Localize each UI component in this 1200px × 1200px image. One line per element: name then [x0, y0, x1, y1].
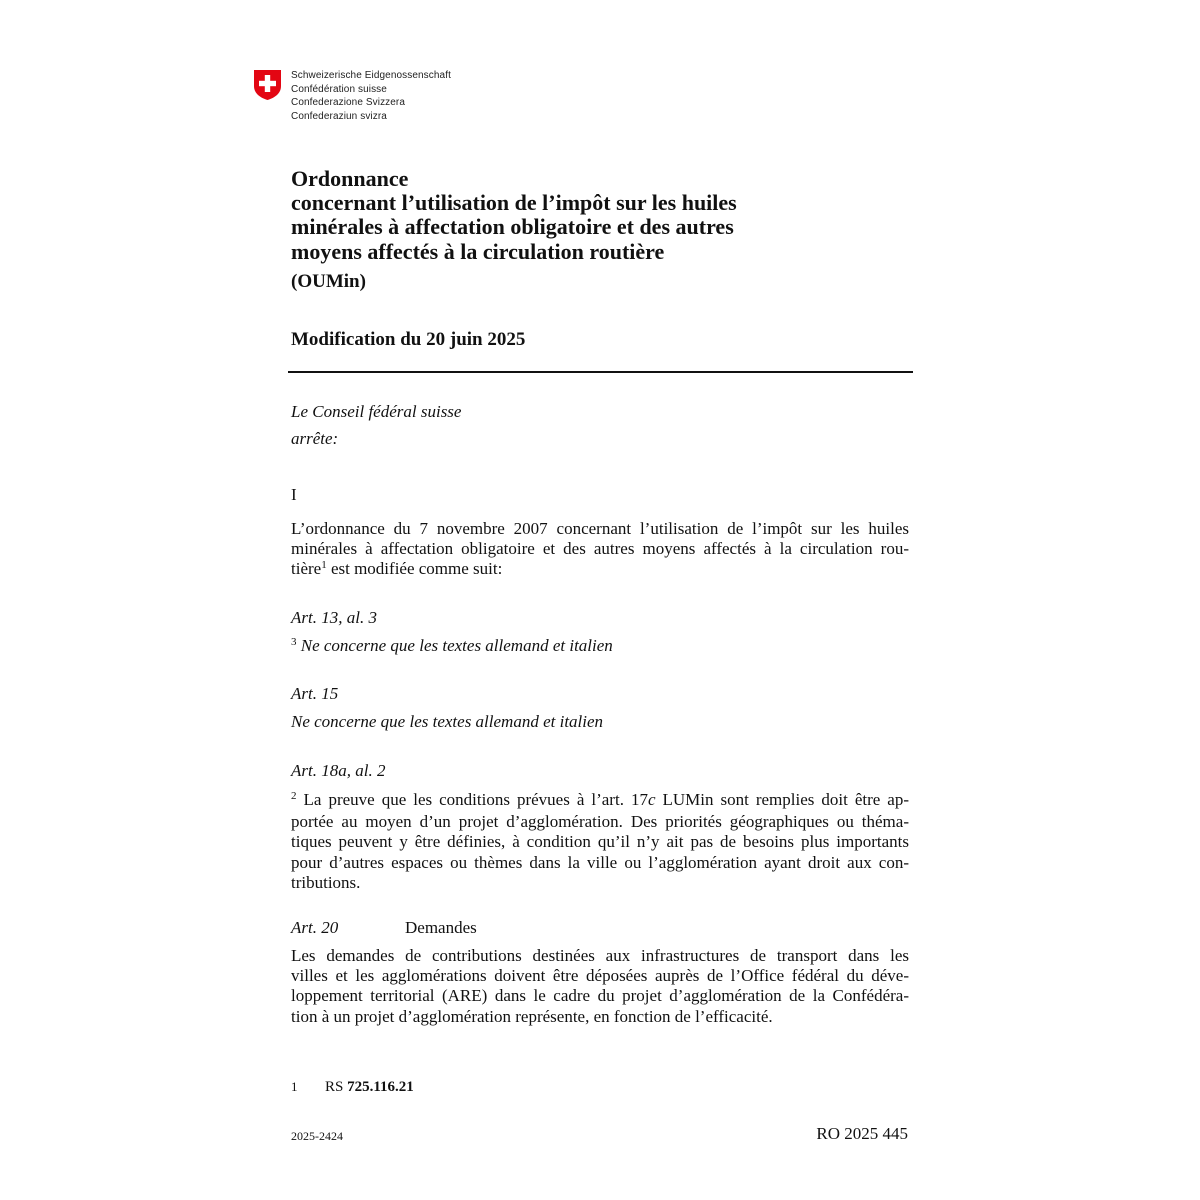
article-text: Ne concerne que les textes allemand et italien	[291, 712, 604, 731]
article-number: Art. 20	[291, 918, 339, 937]
title-abbreviation: (OUMin)	[291, 271, 366, 292]
section-number: I	[291, 485, 297, 504]
confed-name-rm: Confederaziun svizra	[291, 110, 387, 122]
paragraph-number: 2	[291, 790, 297, 802]
article-paragraph	[291, 790, 909, 893]
title-line: moyens affectés à la circulation routière	[291, 238, 665, 264]
article-line: pour d’autres espaces ou thèmes dans la ville ou l’agglomération ayant droit aux con-	[291, 852, 909, 872]
article-paragraph	[291, 636, 613, 656]
document-id: 2025-2424	[291, 1129, 343, 1143]
article-paragraph	[291, 946, 909, 1027]
intro-text: est modifiée comme suit:	[326, 559, 503, 579]
footnote	[291, 1079, 414, 1096]
paragraph-number: 3	[291, 636, 297, 648]
document-title	[291, 167, 911, 264]
article-line: tion à un projet d’agglomération représente, en fonction de l’efficacité.	[291, 1006, 773, 1026]
confed-name-fr: Confédération suisse	[291, 83, 387, 95]
confed-name-it: Confederazione Svizzera	[291, 97, 406, 109]
article-line: villes et les agglomérations doivent être déposées auprès de l’Office fédéral du déve-	[291, 966, 909, 986]
preamble-decrees: arrête:	[291, 429, 339, 448]
article-line: tiques peuvent y être définies, à condition qu’il n’y ait pas de besoins plus importants	[291, 832, 909, 852]
intro-line: minérales à affectation obligatoire et des autres moyens affectés à la circulation rou-	[291, 539, 909, 559]
footnote-reference: 725.116.21	[347, 1079, 414, 1095]
article-heading: Art. 15	[291, 684, 339, 703]
article-heading: Art. 18a, al. 2	[291, 761, 386, 780]
title-line: minérales à affectation obligatoire et des autres	[291, 214, 734, 240]
article-text: LUMin sont remplies doit être ap-	[655, 790, 910, 809]
article-line	[291, 790, 909, 812]
article-line: Les demandes de contributions destinées aux infrastructures de transport dans les	[291, 946, 909, 965]
title-line: concernant l’utilisation de l’impôt sur les huiles	[291, 190, 737, 216]
article-line: portée au moyen d’un projet d’agglomération. Des priorités géographiques ou théma-	[291, 812, 909, 832]
header-divider	[288, 371, 913, 373]
footnote-prefix: RS	[325, 1079, 348, 1095]
intro-paragraph	[291, 519, 909, 582]
article-text: Ne concerne que les textes allemand et italien	[300, 636, 613, 655]
official-compilation-ref: RO 2025 445	[816, 1124, 908, 1143]
article-line: tributions.	[291, 872, 361, 892]
intro-text: tière	[291, 559, 322, 579]
footnote-ref[interactable]: 1	[321, 559, 327, 572]
preamble-council: Le Conseil fédéral suisse	[291, 402, 462, 421]
article-title: Demandes	[405, 918, 477, 937]
article-heading: Art. 13, al. 3	[291, 608, 377, 627]
article-heading	[291, 918, 477, 938]
confederation-names	[291, 69, 451, 123]
title-line: Ordonnance	[291, 166, 409, 191]
article-text: La preuve que les conditions prévues à l’art. 17	[303, 790, 648, 809]
article-text: c	[647, 790, 656, 809]
swiss-cross-shield-icon	[253, 69, 282, 101]
intro-line: L’ordonnance du 7 novembre 2007 concernant l’utilisation de l’impôt sur les huiles	[291, 519, 909, 538]
footnote-number: 1	[291, 1079, 298, 1094]
intro-line	[291, 559, 909, 581]
article-line: loppement territorial (ARE) dans le cadre du projet d’agglomération de la Confédéra-	[291, 986, 909, 1006]
confed-name-de: Schweizerische Eidgenossenschaft	[291, 70, 451, 81]
modification-date: Modification du 20 juin 2025	[291, 329, 526, 350]
